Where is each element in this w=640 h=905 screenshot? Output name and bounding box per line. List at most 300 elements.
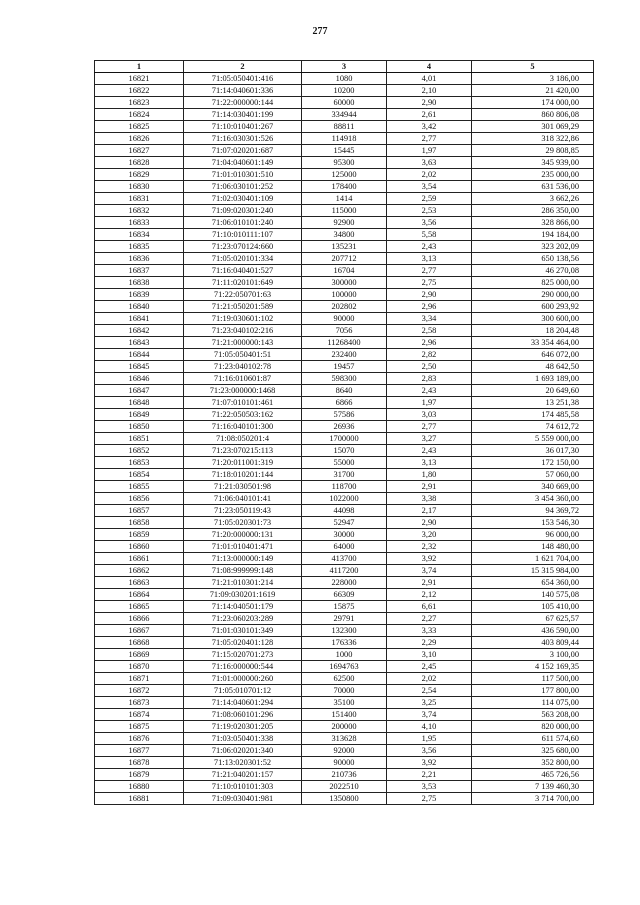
cell-cadastral-value: 5 559 000,00	[472, 433, 594, 445]
cell-rate: 2,02	[387, 169, 472, 181]
cell-cadastral-number: 71:01:000000:260	[184, 673, 302, 685]
cell-record-number: 16845	[95, 361, 184, 373]
cell-cadastral-number: 71:08:999999:148	[184, 565, 302, 577]
cell-rate: 3,74	[387, 565, 472, 577]
cell-rate: 2,45	[387, 661, 472, 673]
table-row	[95, 397, 594, 409]
cell-area: 34800	[302, 229, 387, 241]
cell-cadastral-value: 117 500,00	[472, 673, 594, 685]
cell-rate: 2,27	[387, 613, 472, 625]
cell-cadastral-value: 21 420,00	[472, 85, 594, 97]
cell-cadastral-number: 71:05:020401:128	[184, 637, 302, 649]
cell-cadastral-number: 71:07:010101:461	[184, 397, 302, 409]
cell-record-number: 16880	[95, 781, 184, 793]
cell-rate: 2,96	[387, 337, 472, 349]
cell-area: 7056	[302, 325, 387, 337]
table-row	[95, 721, 594, 733]
cell-cadastral-number: 71:13:000000:149	[184, 553, 302, 565]
cell-cadastral-value: 7 139 460,30	[472, 781, 594, 793]
cell-area: 70000	[302, 685, 387, 697]
table-row	[95, 577, 594, 589]
table-row	[95, 733, 594, 745]
cell-cadastral-number: 71:23:040102:78	[184, 361, 302, 373]
cell-record-number: 16879	[95, 769, 184, 781]
cell-cadastral-number: 71:15:020701:273	[184, 649, 302, 661]
cell-area: 6866	[302, 397, 387, 409]
cell-rate: 2,53	[387, 205, 472, 217]
table-row	[95, 229, 594, 241]
cell-cadastral-value: 352 800,00	[472, 757, 594, 769]
cell-rate: 2,77	[387, 421, 472, 433]
cell-area: 66309	[302, 589, 387, 601]
cell-record-number: 16854	[95, 469, 184, 481]
column-header-5: 5	[472, 61, 594, 73]
cell-rate: 3,20	[387, 529, 472, 541]
cell-cadastral-number: 71:08:060101:296	[184, 709, 302, 721]
table-row	[95, 145, 594, 157]
cell-cadastral-value: 177 800,00	[472, 685, 594, 697]
table-row	[95, 757, 594, 769]
cell-cadastral-value: 646 072,00	[472, 349, 594, 361]
cell-cadastral-value: 860 806,08	[472, 109, 594, 121]
cell-record-number: 16828	[95, 157, 184, 169]
cell-cadastral-number: 71:06:020201:340	[184, 745, 302, 757]
cell-rate: 3,56	[387, 217, 472, 229]
cell-cadastral-value: 3 100,00	[472, 649, 594, 661]
column-header-1: 1	[95, 61, 184, 73]
table-row	[95, 529, 594, 541]
table-row	[95, 361, 594, 373]
cell-record-number: 16835	[95, 241, 184, 253]
cell-rate: 3,92	[387, 553, 472, 565]
cell-rate: 2,91	[387, 577, 472, 589]
cell-cadastral-number: 71:10:010401:267	[184, 121, 302, 133]
cell-cadastral-value: 1 621 704,00	[472, 553, 594, 565]
cell-cadastral-number: 71:19:030601:102	[184, 313, 302, 325]
cell-record-number: 16851	[95, 433, 184, 445]
table-row	[95, 565, 594, 577]
cell-rate: 2,90	[387, 517, 472, 529]
cell-cadastral-number: 71:18:010201:144	[184, 469, 302, 481]
cell-record-number: 16855	[95, 481, 184, 493]
cell-area: 16704	[302, 265, 387, 277]
table-row	[95, 445, 594, 457]
cell-rate: 3,33	[387, 625, 472, 637]
cell-record-number: 16840	[95, 301, 184, 313]
table-row	[95, 421, 594, 433]
table-row	[95, 253, 594, 265]
cell-area: 62500	[302, 673, 387, 685]
table-row	[95, 325, 594, 337]
cadastral-value-table	[94, 60, 594, 805]
cell-record-number: 16852	[95, 445, 184, 457]
cell-cadastral-value: 172 150,00	[472, 457, 594, 469]
cell-area: 88811	[302, 121, 387, 133]
column-header-4: 4	[387, 61, 472, 73]
cell-area: 313628	[302, 733, 387, 745]
cell-cadastral-number: 71:05:020101:334	[184, 253, 302, 265]
cell-record-number: 16873	[95, 697, 184, 709]
table-row	[95, 181, 594, 193]
cell-area: 232400	[302, 349, 387, 361]
table-row	[95, 637, 594, 649]
cell-cadastral-number: 71:21:040201:157	[184, 769, 302, 781]
cell-area: 210736	[302, 769, 387, 781]
cell-area: 35100	[302, 697, 387, 709]
table-row	[95, 169, 594, 181]
cell-area: 64000	[302, 541, 387, 553]
cell-cadastral-value: 57 060,00	[472, 469, 594, 481]
cell-cadastral-value: 18 204,48	[472, 325, 594, 337]
cell-record-number: 16825	[95, 121, 184, 133]
cell-cadastral-value: 465 726,56	[472, 769, 594, 781]
cell-area: 15445	[302, 145, 387, 157]
cell-cadastral-value: 323 202,09	[472, 241, 594, 253]
cell-cadastral-value: 3 662,26	[472, 193, 594, 205]
cell-record-number: 16870	[95, 661, 184, 673]
table-row	[95, 313, 594, 325]
cell-cadastral-value: 631 536,00	[472, 181, 594, 193]
cell-area: 1700000	[302, 433, 387, 445]
table-row	[95, 217, 594, 229]
cell-record-number: 16859	[95, 529, 184, 541]
cell-cadastral-number: 71:04:040601:149	[184, 157, 302, 169]
cell-record-number: 16864	[95, 589, 184, 601]
cell-cadastral-number: 71:21:000000:143	[184, 337, 302, 349]
cell-record-number: 16830	[95, 181, 184, 193]
cell-cadastral-number: 71:21:010301:214	[184, 577, 302, 589]
cell-area: 90000	[302, 757, 387, 769]
cell-area: 1000	[302, 649, 387, 661]
cell-record-number: 16832	[95, 205, 184, 217]
cell-record-number: 16841	[95, 313, 184, 325]
cell-rate: 3,27	[387, 433, 472, 445]
cell-cadastral-value: 235 000,00	[472, 169, 594, 181]
cell-record-number: 16881	[95, 793, 184, 805]
cell-cadastral-number: 71:19:020301:205	[184, 721, 302, 733]
cell-cadastral-value: 3 186,00	[472, 73, 594, 85]
table-row	[95, 781, 594, 793]
cell-cadastral-number: 71:06:010101:240	[184, 217, 302, 229]
table-row	[95, 649, 594, 661]
cell-cadastral-value: 33 354 464,00	[472, 337, 594, 349]
cell-record-number: 16843	[95, 337, 184, 349]
cell-cadastral-number: 71:23:000000:1468	[184, 385, 302, 397]
cell-cadastral-value: 325 680,00	[472, 745, 594, 757]
cell-cadastral-number: 71:14:040501:179	[184, 601, 302, 613]
cell-record-number: 16856	[95, 493, 184, 505]
column-header-3: 3	[302, 61, 387, 73]
cell-cadastral-value: 611 574,60	[472, 733, 594, 745]
table-row	[95, 289, 594, 301]
cell-record-number: 16823	[95, 97, 184, 109]
cell-area: 2022510	[302, 781, 387, 793]
cell-area: 30000	[302, 529, 387, 541]
cell-rate: 2,43	[387, 385, 472, 397]
cell-cadastral-number: 71:01:010301:510	[184, 169, 302, 181]
cell-cadastral-value: 114 075,00	[472, 697, 594, 709]
cell-record-number: 16862	[95, 565, 184, 577]
cell-record-number: 16865	[95, 601, 184, 613]
cell-rate: 2,91	[387, 481, 472, 493]
cell-record-number: 16824	[95, 109, 184, 121]
cell-area: 1080	[302, 73, 387, 85]
cell-cadastral-number: 71:10:010111:107	[184, 229, 302, 241]
cell-area: 92000	[302, 745, 387, 757]
cell-record-number: 16831	[95, 193, 184, 205]
cell-record-number: 16872	[95, 685, 184, 697]
table-row	[95, 493, 594, 505]
cell-record-number: 16848	[95, 397, 184, 409]
cell-area: 200000	[302, 721, 387, 733]
cell-rate: 3,13	[387, 253, 472, 265]
cell-rate: 1,95	[387, 733, 472, 745]
cell-cadastral-value: 403 809,44	[472, 637, 594, 649]
table-row	[95, 745, 594, 757]
cell-area: 334944	[302, 109, 387, 121]
cell-area: 151400	[302, 709, 387, 721]
cell-cadastral-value: 1 693 189,00	[472, 373, 594, 385]
cell-record-number: 16833	[95, 217, 184, 229]
cell-area: 60000	[302, 97, 387, 109]
cell-cadastral-value: 105 410,00	[472, 601, 594, 613]
cell-cadastral-number: 71:06:040101:41	[184, 493, 302, 505]
cell-area: 1694763	[302, 661, 387, 673]
cell-cadastral-value: 48 642,50	[472, 361, 594, 373]
cell-cadastral-value: 300 600,00	[472, 313, 594, 325]
cell-rate: 2,10	[387, 85, 472, 97]
cell-rate: 3,25	[387, 697, 472, 709]
table-row	[95, 685, 594, 697]
cell-rate: 3,42	[387, 121, 472, 133]
cell-rate: 2,43	[387, 241, 472, 253]
cell-rate: 4,10	[387, 721, 472, 733]
cell-area: 8640	[302, 385, 387, 397]
cell-cadastral-number: 71:14:030401:199	[184, 109, 302, 121]
cell-cadastral-value: 96 000,00	[472, 529, 594, 541]
cell-cadastral-value: 318 322,86	[472, 133, 594, 145]
cell-cadastral-value: 654 360,00	[472, 577, 594, 589]
cell-area: 132300	[302, 625, 387, 637]
cell-rate: 2,77	[387, 265, 472, 277]
cell-cadastral-value: 825 000,00	[472, 277, 594, 289]
table-row	[95, 433, 594, 445]
cell-rate: 2,43	[387, 445, 472, 457]
cell-cadastral-number: 71:23:060203:289	[184, 613, 302, 625]
cell-rate: 3,13	[387, 457, 472, 469]
cell-cadastral-value: 328 866,00	[472, 217, 594, 229]
table-header	[95, 61, 594, 73]
table-row	[95, 349, 594, 361]
cell-rate: 2,59	[387, 193, 472, 205]
cell-cadastral-value: 3 454 360,00	[472, 493, 594, 505]
cell-record-number: 16858	[95, 517, 184, 529]
cell-cadastral-number: 71:16:010601:87	[184, 373, 302, 385]
cell-area: 202802	[302, 301, 387, 313]
cell-cadastral-number: 71:01:030101:349	[184, 625, 302, 637]
cell-rate: 2,90	[387, 97, 472, 109]
cell-area: 125000	[302, 169, 387, 181]
cell-cadastral-number: 71:09:020301:240	[184, 205, 302, 217]
cell-cadastral-value: 436 590,00	[472, 625, 594, 637]
cell-record-number: 16836	[95, 253, 184, 265]
table-row	[95, 157, 594, 169]
cell-rate: 2,21	[387, 769, 472, 781]
cell-area: 135231	[302, 241, 387, 253]
cell-cadastral-value: 3 714 700,00	[472, 793, 594, 805]
cell-record-number: 16847	[95, 385, 184, 397]
cell-cadastral-value: 29 808,85	[472, 145, 594, 157]
cell-record-number: 16863	[95, 577, 184, 589]
cell-record-number: 16866	[95, 613, 184, 625]
cell-record-number: 16876	[95, 733, 184, 745]
cell-record-number: 16861	[95, 553, 184, 565]
cell-rate: 2,54	[387, 685, 472, 697]
table-row	[95, 469, 594, 481]
table-row	[95, 205, 594, 217]
cell-area: 178400	[302, 181, 387, 193]
cell-cadastral-value: 67 625,57	[472, 613, 594, 625]
cell-cadastral-number: 71:09:030201:1619	[184, 589, 302, 601]
cell-cadastral-number: 71:09:030401:981	[184, 793, 302, 805]
cell-cadastral-value: 820 000,00	[472, 721, 594, 733]
cell-cadastral-value: 148 480,00	[472, 541, 594, 553]
cell-cadastral-value: 46 270,08	[472, 265, 594, 277]
table-row	[95, 541, 594, 553]
cell-rate: 3,56	[387, 745, 472, 757]
cell-cadastral-value: 290 000,00	[472, 289, 594, 301]
cell-area: 598300	[302, 373, 387, 385]
cell-cadastral-number: 71:06:030101:252	[184, 181, 302, 193]
cell-cadastral-number: 71:05:020301:73	[184, 517, 302, 529]
cell-cadastral-value: 174 485,58	[472, 409, 594, 421]
cell-area: 44098	[302, 505, 387, 517]
cell-record-number: 16877	[95, 745, 184, 757]
cell-cadastral-number: 71:08:050201:4	[184, 433, 302, 445]
cell-rate: 2,50	[387, 361, 472, 373]
table-row	[95, 97, 594, 109]
header-row	[95, 61, 594, 73]
cell-area: 31700	[302, 469, 387, 481]
cell-area: 228000	[302, 577, 387, 589]
cell-cadastral-value: 650 138,56	[472, 253, 594, 265]
cell-rate: 1,80	[387, 469, 472, 481]
cell-cadastral-value: 94 369,72	[472, 505, 594, 517]
cell-area: 19457	[302, 361, 387, 373]
cell-area: 1414	[302, 193, 387, 205]
cell-area: 11268400	[302, 337, 387, 349]
cell-cadastral-value: 140 575,08	[472, 589, 594, 601]
cell-cadastral-value: 563 208,00	[472, 709, 594, 721]
cell-cadastral-value: 174 000,00	[472, 97, 594, 109]
cell-cadastral-number: 71:01:010401:471	[184, 541, 302, 553]
cell-cadastral-number: 71:07:020201:687	[184, 145, 302, 157]
cell-record-number: 16850	[95, 421, 184, 433]
cell-rate: 2,83	[387, 373, 472, 385]
cell-rate: 2,58	[387, 325, 472, 337]
cell-cadastral-number: 71:16:040401:527	[184, 265, 302, 277]
table-row	[95, 109, 594, 121]
cell-area: 100000	[302, 289, 387, 301]
cell-area: 300000	[302, 277, 387, 289]
cell-area: 95300	[302, 157, 387, 169]
cell-area: 26936	[302, 421, 387, 433]
cell-record-number: 16846	[95, 373, 184, 385]
cell-record-number: 16869	[95, 649, 184, 661]
cell-rate: 2,75	[387, 793, 472, 805]
cell-record-number: 16874	[95, 709, 184, 721]
cell-record-number: 16837	[95, 265, 184, 277]
table-row	[95, 193, 594, 205]
cell-rate: 3,63	[387, 157, 472, 169]
cell-area: 176336	[302, 637, 387, 649]
cell-cadastral-number: 71:16:000000:544	[184, 661, 302, 673]
page-number: 277	[312, 26, 328, 37]
cell-cadastral-value: 13 251,38	[472, 397, 594, 409]
cell-cadastral-number: 71:05:010701:12	[184, 685, 302, 697]
cell-rate: 2,12	[387, 589, 472, 601]
cell-cadastral-value: 345 939,00	[472, 157, 594, 169]
table-row	[95, 265, 594, 277]
cell-cadastral-number: 71:22:050503:162	[184, 409, 302, 421]
cell-area: 114918	[302, 133, 387, 145]
cell-rate: 1,97	[387, 397, 472, 409]
cell-rate: 2,29	[387, 637, 472, 649]
cell-cadastral-number: 71:23:050119:43	[184, 505, 302, 517]
table-row	[95, 601, 594, 613]
cell-cadastral-number: 71:23:070215:113	[184, 445, 302, 457]
cell-rate: 3,03	[387, 409, 472, 421]
cell-record-number: 16826	[95, 133, 184, 145]
cell-cadastral-value: 15 315 984,00	[472, 565, 594, 577]
table-row	[95, 793, 594, 805]
cell-cadastral-number: 71:16:040101:300	[184, 421, 302, 433]
cell-cadastral-number: 71:21:030501:98	[184, 481, 302, 493]
cell-record-number: 16849	[95, 409, 184, 421]
cell-area: 55000	[302, 457, 387, 469]
table-row	[95, 709, 594, 721]
cell-cadastral-value: 600 293,92	[472, 301, 594, 313]
cell-rate: 2,96	[387, 301, 472, 313]
cell-cadastral-number: 71:11:020101:649	[184, 277, 302, 289]
cell-area: 57586	[302, 409, 387, 421]
table-row	[95, 385, 594, 397]
cell-record-number: 16878	[95, 757, 184, 769]
cell-rate: 2,82	[387, 349, 472, 361]
table-row	[95, 517, 594, 529]
cell-cadastral-number: 71:21:050201:589	[184, 301, 302, 313]
table-row	[95, 241, 594, 253]
cell-cadastral-number: 71:10:010101:303	[184, 781, 302, 793]
cell-area: 4117200	[302, 565, 387, 577]
cell-area: 207712	[302, 253, 387, 265]
cell-rate: 2,61	[387, 109, 472, 121]
cell-record-number: 16827	[95, 145, 184, 157]
cell-rate: 2,90	[387, 289, 472, 301]
cell-record-number: 16860	[95, 541, 184, 553]
cell-cadastral-number: 71:02:030401:109	[184, 193, 302, 205]
table-row	[95, 697, 594, 709]
cell-cadastral-value: 340 669,00	[472, 481, 594, 493]
table-row	[95, 589, 594, 601]
cell-area: 29791	[302, 613, 387, 625]
table-row	[95, 133, 594, 145]
cell-record-number: 16829	[95, 169, 184, 181]
table-row	[95, 769, 594, 781]
cell-record-number: 16822	[95, 85, 184, 97]
table-row	[95, 661, 594, 673]
cell-cadastral-value: 153 546,30	[472, 517, 594, 529]
